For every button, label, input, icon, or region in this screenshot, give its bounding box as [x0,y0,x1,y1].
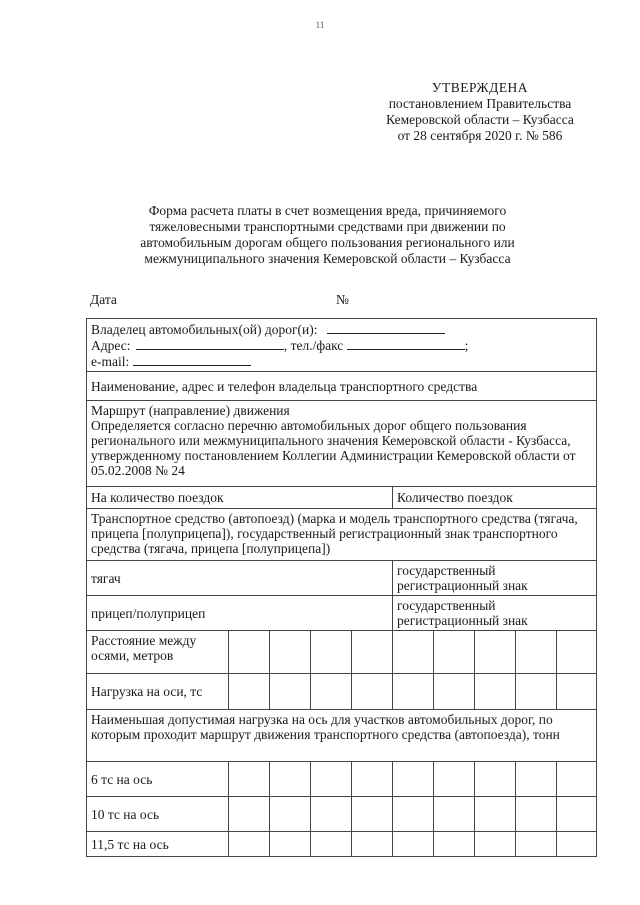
empty-cell[interactable] [393,762,434,797]
empty-cell[interactable] [229,762,270,797]
empty-cell[interactable] [475,631,516,674]
vehicle-owner-cell: Наименование, адрес и телефон владельца транспортного средства [87,372,597,401]
empty-cell[interactable] [311,762,352,797]
approval-line: постановлением Правительства [388,96,572,111]
form-title-line: автомобильным дорогам общего пользования регионального или [140,235,515,250]
semicolon: ; [464,338,469,353]
empty-cell[interactable] [434,797,475,832]
empty-cell[interactable] [270,631,311,674]
empty-cell[interactable] [475,832,516,857]
route-row [87,401,597,487]
empty-cell[interactable] [352,631,393,674]
approval-line: от 28 сентября 2020 г. № 586 [397,128,563,143]
empty-cell[interactable] [475,797,516,832]
approval-line: Кемеровской области – Кузбасса [386,112,574,127]
empty-cell[interactable] [229,832,270,857]
load-11-5-label: 11,5 тс на ось [87,832,229,857]
empty-cell[interactable] [516,674,557,710]
load-11-5-row [87,832,597,857]
empty-cell[interactable] [557,832,597,857]
empty-cell[interactable] [557,797,597,832]
empty-cell[interactable] [270,797,311,832]
route-cell [87,401,597,487]
empty-cell[interactable] [270,832,311,857]
email-field[interactable] [133,353,251,366]
min-load-cell: Наименьшая допустимая нагрузка на ось для участков автомобильных дорог, по которым проходит маршрут движения транспортного средства (автопоезда), тонн [87,710,597,762]
empty-cell[interactable] [434,832,475,857]
empty-cell[interactable] [352,832,393,857]
trips-row [87,487,597,509]
empty-cell[interactable] [516,762,557,797]
form-title-line: Форма расчета платы в счет возмещения вреда, причиняемого [148,203,507,218]
empty-cell[interactable] [557,674,597,710]
axle-load-label: Нагрузка на оси, тс [87,674,229,710]
empty-cell[interactable] [516,832,557,857]
empty-cell[interactable] [434,631,475,674]
number-label: № [336,292,349,307]
empty-cell[interactable] [352,797,393,832]
empty-cell[interactable] [393,674,434,710]
vehicle-owner-row [87,372,597,401]
empty-cell[interactable] [434,674,475,710]
form-title-line: межмуниципального значения Кемеровской области – Кузбасса [144,251,511,266]
approval-heading: УТВЕРЖДЕНА [431,80,529,95]
empty-cell[interactable] [475,674,516,710]
empty-cell[interactable] [270,674,311,710]
vehicle-description-row [87,509,597,561]
empty-cell[interactable] [393,631,434,674]
trips-for-cell: На количество поездок [87,487,393,509]
tractor-row [87,561,597,596]
empty-cell[interactable] [352,674,393,710]
empty-cell[interactable] [311,674,352,710]
empty-cell[interactable] [311,631,352,674]
calculation-form-table [86,318,597,857]
route-description: Определяется согласно перечню автомобильных дорог общего пользования регионального или межмуниципального значения Кемеровской области - Кузбасса, утвержденному постановлением Коллегии Администрации Кемеровской области от 05.02.2008 № 24 [91,418,576,478]
trailer-row [87,596,597,631]
empty-cell[interactable] [557,631,597,674]
empty-cell[interactable] [434,762,475,797]
axle-distance-label: Расстояние между осями, метров [87,631,229,674]
axle-load-row [87,674,597,710]
address-label: Адрес: [91,338,131,353]
page-number: 11 [315,20,325,30]
empty-cell[interactable] [229,797,270,832]
empty-cell[interactable] [475,762,516,797]
empty-cell[interactable] [352,762,393,797]
vehicle-description-cell: Транспортное средство (автопоезд) (марка и модель транспортного средства (тягача, прицепа [полуприцепа]), государственный регистрационный знак транспортного средства (тягача, прицепа [полуприцепа]) [87,509,597,561]
trips-count-cell: Количество поездок [393,487,597,509]
owner-row [87,319,597,372]
empty-cell[interactable] [229,631,270,674]
empty-cell[interactable] [516,797,557,832]
owner-cell [87,319,597,372]
trailer-cell: прицеп/полуприцеп [87,596,393,631]
phone-field[interactable] [347,337,465,350]
route-title: Маршрут (направление) движения [91,403,290,418]
load-10-row [87,797,597,832]
address-field[interactable] [136,337,284,350]
axle-distance-row [87,631,597,674]
load-10-label: 10 тс на ось [87,797,229,832]
approval-block [360,80,600,144]
date-label: Дата [90,292,117,307]
empty-cell[interactable] [270,762,311,797]
trailer-reg-sign-cell: государственный регистрационный знак [393,596,597,631]
empty-cell[interactable] [557,762,597,797]
road-owner-field[interactable] [327,321,445,334]
empty-cell[interactable] [229,674,270,710]
date-number-row [90,292,590,308]
email-label: e-mail: [91,354,130,369]
tractor-cell: тягач [87,561,393,596]
empty-cell[interactable] [516,631,557,674]
phone-label: , тел./факс [283,338,344,353]
min-load-row [87,710,597,762]
tractor-reg-sign-cell: государственный регистрационный знак [393,561,597,596]
empty-cell[interactable] [311,797,352,832]
empty-cell[interactable] [393,832,434,857]
form-title [100,203,555,267]
load-6-label: 6 тс на ось [87,762,229,797]
road-owner-label: Владелец автомобильных(ой) дорог(и): [91,322,318,337]
empty-cell[interactable] [393,797,434,832]
form-title-line: тяжеловесными транспортными средствами при движении по [149,219,506,234]
load-6-row [87,762,597,797]
empty-cell[interactable] [311,832,352,857]
